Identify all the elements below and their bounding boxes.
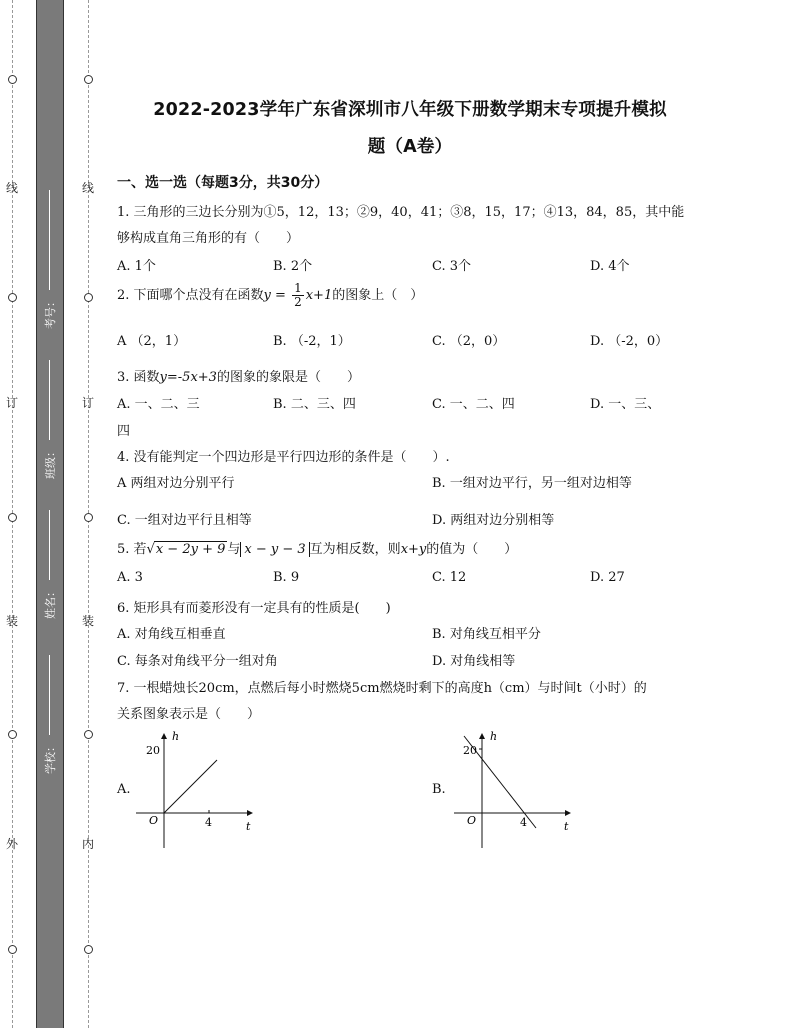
- binding-hole-circle: [84, 945, 93, 954]
- q7-stem: 7. 一根蜡烛长20cm，点燃后每小时燃烧5cm燃烧时剩下的高度h（cm）与时间t（小时）的: [117, 681, 647, 696]
- q5-prefix: 5. 若: [117, 542, 147, 557]
- graph-b-y-tick-label: 20: [463, 744, 477, 757]
- q5-sqrt-sign: √: [146, 542, 155, 557]
- exam-number-line[interactable]: [49, 190, 50, 290]
- q5-abs-expr: [240, 542, 309, 557]
- binding-hole-circle: [84, 730, 93, 739]
- class-line[interactable]: [49, 360, 50, 440]
- graph-a-x-tick-label: 4: [205, 816, 212, 829]
- graph-a-y-axis-label: h: [172, 730, 180, 743]
- graph-a-origin: O: [149, 814, 159, 827]
- q5-option-a[interactable]: A. 3: [117, 570, 143, 585]
- q1-stem: 1. 三角形的三边长分别为①5，12，13；②9，40，41；③8，15，17；④13，84，85，其中能: [117, 205, 685, 220]
- exam-number-field: [39, 296, 61, 329]
- q2-option-a[interactable]: A （2，1）: [117, 334, 187, 349]
- page-title: 2022-2023学年广东省深圳市八年级下册数学期末专项提升模拟: [153, 100, 667, 120]
- q2-fraction: [292, 282, 304, 309]
- q4-stem: 4. 没有能判定一个四边形是平行四边形的条件是（ ）.: [117, 450, 450, 465]
- q2-prefix: 2. 下面哪个点没有在函数: [117, 288, 264, 303]
- q2-frac-num: 1: [294, 281, 302, 295]
- q6-option-b[interactable]: B. 对角线互相平分: [432, 627, 541, 642]
- q1-option-a[interactable]: A. 1个: [117, 259, 156, 274]
- q3-option-a[interactable]: A. 一、二、三: [117, 397, 200, 412]
- class-label: 班级：: [44, 446, 57, 479]
- graph-a-y-tick-label: 20: [146, 744, 160, 757]
- margin-char-wai-outer: 外: [6, 837, 19, 851]
- q2-option-d[interactable]: D. （-2，0）: [590, 334, 669, 349]
- q5-suffix: 的值为（ ）: [426, 542, 518, 557]
- q1-option-b[interactable]: B. 2个: [273, 259, 313, 274]
- name-line[interactable]: [49, 510, 50, 580]
- name-field: [39, 586, 61, 619]
- q4-option-b[interactable]: B. 一组对边平行，另一组对边相等: [432, 476, 632, 491]
- q7-graph-b[interactable]: [450, 730, 580, 850]
- margin-char-xian-inner: 线: [82, 181, 95, 195]
- q1-option-d[interactable]: D. 4个: [590, 259, 630, 274]
- q5-sqrt-expr: [154, 541, 228, 557]
- graph-a-line: [164, 760, 217, 813]
- q3-option-c[interactable]: C. 一、二、四: [432, 397, 515, 412]
- q2-suffix: 的图象上（ ）: [332, 288, 424, 303]
- margin-char-zhuang-outer: 装: [6, 614, 19, 628]
- q2-equals: =: [270, 288, 291, 303]
- q3-stem: [117, 366, 360, 385]
- q3-prefix: 3. 函数: [117, 370, 160, 385]
- binding-hole-circle: [84, 293, 93, 302]
- q7-option-b-label[interactable]: B.: [432, 782, 446, 797]
- binding-hole-circle: [8, 730, 17, 739]
- q5-abs-content: x − y − 3: [244, 542, 306, 557]
- q5-option-b[interactable]: B. 9: [273, 570, 300, 585]
- binding-hole-circle: [8, 75, 17, 84]
- class-field: [39, 446, 61, 479]
- q7-graph-a[interactable]: [132, 730, 262, 850]
- graph-b-x-tick-label: 4: [520, 816, 527, 829]
- q4-option-a[interactable]: A 两组对边分别平行: [117, 476, 235, 491]
- q2-x-part: x+1: [305, 288, 333, 303]
- margin-char-xian-outer: 线: [6, 181, 19, 195]
- binding-hole-circle: [8, 293, 17, 302]
- margin-char-nei-inner: 内: [82, 837, 95, 851]
- binding-hole-circle: [84, 513, 93, 522]
- margin-char-ding-outer: 订: [6, 396, 19, 410]
- q3-option-b[interactable]: B. 二、三、四: [273, 397, 356, 412]
- q2-frac-den: 2: [294, 295, 302, 309]
- q3-option-d-wrap: 四: [117, 424, 131, 439]
- q5-stem: [117, 538, 517, 557]
- q2-stem: [117, 282, 423, 309]
- q6-stem: 6. 矩形具有而菱形没有一定具有的性质是( ): [117, 601, 391, 616]
- school-field: [39, 741, 61, 774]
- margin-char-ding-inner: 订: [82, 396, 95, 410]
- q3-expr: y=-5x+3: [159, 370, 217, 385]
- name-label: 姓名：: [44, 586, 57, 619]
- school-line[interactable]: [49, 655, 50, 735]
- q6-option-d[interactable]: D. 对角线相等: [432, 654, 516, 669]
- q4-option-c[interactable]: C. 一组对边平行且相等: [117, 513, 252, 528]
- graph-b-origin: O: [467, 814, 477, 827]
- binding-hole-circle: [84, 75, 93, 84]
- q2-y: y: [263, 288, 271, 303]
- q6-option-a[interactable]: A. 对角线互相垂直: [117, 627, 226, 642]
- q5-xy: x+y: [400, 542, 427, 557]
- q5-with: 与: [227, 542, 241, 557]
- q1-stem-continued: 够构成直角三角形的有（ ）: [117, 231, 300, 246]
- q5-option-c[interactable]: C. 12: [432, 570, 467, 585]
- exam-number-label: 考号：: [44, 296, 57, 329]
- q2-option-b[interactable]: B. （-2，1）: [273, 334, 351, 349]
- section-heading: 一、选一选（每题3分，共30分）: [117, 175, 329, 191]
- q7-option-a-label[interactable]: A.: [117, 782, 131, 797]
- binding-hole-circle: [8, 945, 17, 954]
- graph-a-x-axis-label: t: [246, 820, 251, 833]
- q3-option-d[interactable]: D. 一、三、: [590, 397, 661, 412]
- q7-stem-continued: 关系图象表示是（ ）: [117, 707, 261, 722]
- school-label: 学校：: [44, 741, 57, 774]
- binding-strip: [36, 0, 64, 1028]
- binding-hole-circle: [8, 513, 17, 522]
- q6-option-c[interactable]: C. 每条对角线平分一组对角: [117, 654, 278, 669]
- q5-middle: 互为相反数，则: [309, 542, 401, 557]
- q3-suffix: 的图象的象限是（ ）: [216, 370, 360, 385]
- page-title-continued: 题（A卷）: [367, 137, 453, 157]
- q5-option-d[interactable]: D. 27: [590, 570, 625, 585]
- q5-sqrt-content: x − 2y + 9: [155, 542, 226, 557]
- margin-char-zhuang-inner: 装: [82, 614, 95, 628]
- q1-option-c[interactable]: C. 3个: [432, 259, 472, 274]
- graph-b-x-axis-label: t: [564, 820, 569, 833]
- q4-option-d[interactable]: D. 两组对边分别相等: [432, 513, 555, 528]
- graph-b-y-axis-label: h: [490, 730, 498, 743]
- q2-option-c[interactable]: C. （2，0）: [432, 334, 506, 349]
